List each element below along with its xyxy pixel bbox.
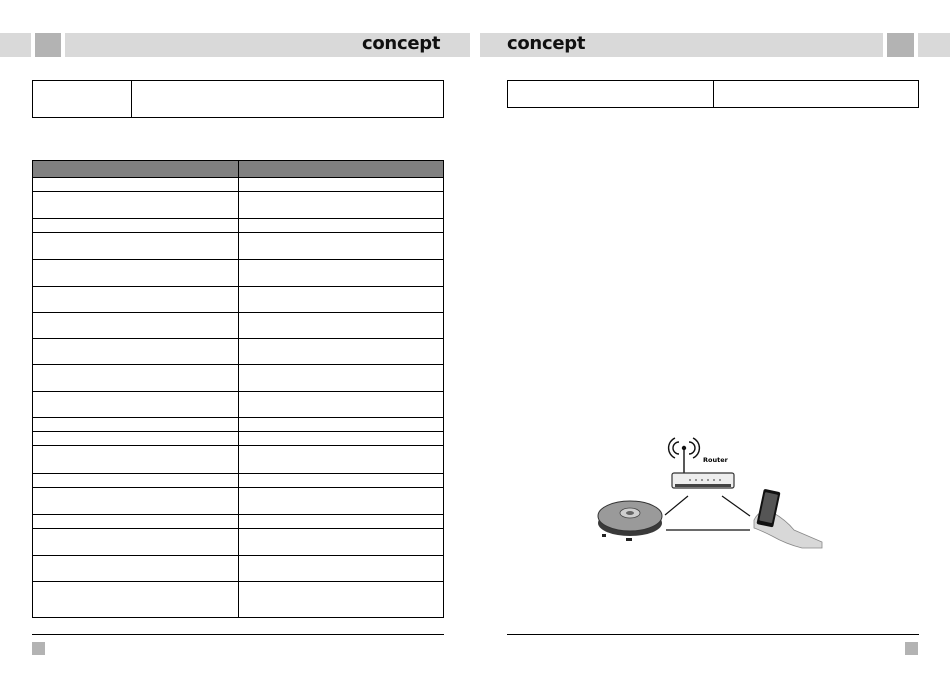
left-footer-rule [32, 634, 444, 635]
left-brand-logo: concept [362, 33, 441, 54]
left-header-bar [0, 33, 31, 57]
right-top-box [507, 80, 919, 108]
right-page-marker [905, 642, 918, 655]
table-row [33, 219, 444, 233]
table-row [33, 432, 444, 446]
table-header-row [33, 161, 444, 178]
left-top-box-divider [131, 81, 132, 117]
router-icon [672, 473, 734, 488]
table-row [33, 556, 444, 582]
link-router-phone [722, 496, 750, 516]
router-label: Router [703, 456, 728, 464]
right-header-square [887, 33, 914, 57]
table-row [33, 365, 444, 392]
table-row [33, 418, 444, 432]
table-row [33, 233, 444, 260]
spec-table [32, 160, 444, 618]
table-row [33, 392, 444, 418]
table-row [33, 313, 444, 339]
table-row [33, 339, 444, 365]
left-page-marker [32, 642, 45, 655]
table-row [33, 446, 444, 474]
table-row [33, 287, 444, 313]
left-top-box [32, 80, 444, 118]
table-row [33, 178, 444, 192]
robot-vacuum-icon [598, 501, 662, 541]
wifi-signal-icon [669, 438, 700, 475]
table-row [33, 192, 444, 219]
left-header-square [35, 33, 61, 57]
table-row [33, 529, 444, 556]
link-router-vacuum [665, 496, 688, 515]
right-footer-rule [507, 634, 919, 635]
smartphone-in-hand-icon [754, 489, 822, 548]
right-brand-logo: concept [507, 33, 586, 54]
table-row [33, 515, 444, 529]
table-row [33, 260, 444, 287]
right-header-bar [918, 33, 950, 57]
connection-illustration [590, 430, 830, 555]
table-row [33, 474, 444, 488]
table-row [33, 488, 444, 515]
table-row [33, 582, 444, 618]
right-top-box-divider [713, 81, 714, 107]
